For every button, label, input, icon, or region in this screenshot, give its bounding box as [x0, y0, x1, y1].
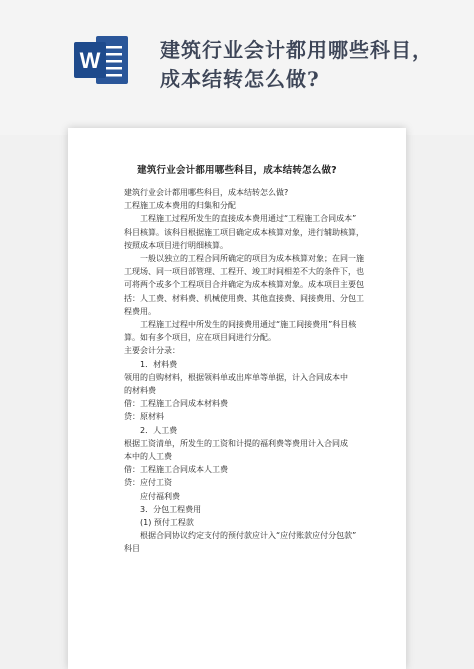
body-line: 可将两个或多个工程项目合并确定为成本核算对象。成本项目主要包: [124, 280, 364, 290]
body-line: 工程施工过程中所发生的间接费用通过“施工间接费用”科目核: [140, 320, 357, 330]
body-line: 科目核算。该科目根据施工项目确定成本核算对象，进行辅助核算，: [124, 227, 364, 237]
body-line: 算。如有多个项目，应在项目间进行分配。: [124, 333, 276, 343]
page-title: [160, 36, 460, 94]
body-line: 本中的人工费: [124, 452, 172, 462]
body-line: 主要会计分录：: [124, 346, 180, 356]
body-line: 括：人工费、材料费、机械使用费、其他直接费、间接费用、分包工: [124, 293, 364, 303]
document-page: [68, 128, 406, 669]
body-line: 工程施工成本费用的归集和分配: [124, 201, 236, 211]
body-line: 1．材料费: [140, 359, 178, 369]
word-icon: [72, 30, 132, 90]
document-body: [124, 186, 374, 556]
body-line: 按照成本项目进行明细核算。: [124, 240, 228, 250]
body-line: 工现场、同一项目部管理、工程开、竣工时间相差不大的条件下，也: [124, 267, 364, 277]
body-line: 领用的自购材料，根据领料单或出库单等单据，计入合同成本中: [124, 372, 348, 382]
body-line: 程费用。: [124, 306, 156, 316]
word-logo-letter: W: [79, 48, 101, 73]
body-line: 借：工程施工合同成本材料费: [124, 399, 228, 409]
page-title-line-1: 建筑行业会计都用哪些科目，: [160, 38, 433, 62]
document-title: 建筑行业会计都用哪些科目，成本结转怎么做?: [137, 165, 337, 176]
body-line: 借：工程施工合同成本人工费: [124, 465, 228, 475]
body-line: 应付福利费: [140, 491, 180, 501]
body-line: 工程施工过程所发生的直接成本费用通过“工程施工合同成本”: [140, 214, 357, 224]
body-line: 根据工资清单，所发生的工资和计提的福利费等费用计入合同成: [124, 438, 348, 448]
body-line: 贷：原材料: [124, 412, 164, 422]
body-line: 科目: [124, 544, 140, 554]
body-line: (1) 预付工程款: [140, 518, 194, 528]
body-line: 建筑行业会计都用哪些科目，成本结转怎么做?: [124, 188, 289, 197]
body-line: 贷：应付工资: [124, 478, 172, 488]
body-line: 根据合同协议约定支付的预付款应计入“应付账款应付分包款”: [140, 531, 357, 541]
body-line: 3．分包工程费用: [140, 504, 202, 514]
body-line: 的材料费: [124, 386, 156, 396]
body-line: 一般以独立的工程合同所确定的项目为成本核算对象；在同一施: [140, 254, 364, 264]
page-title-line-2: 成本结转怎么做?: [160, 67, 320, 91]
body-line: 2．人工费: [140, 425, 178, 435]
